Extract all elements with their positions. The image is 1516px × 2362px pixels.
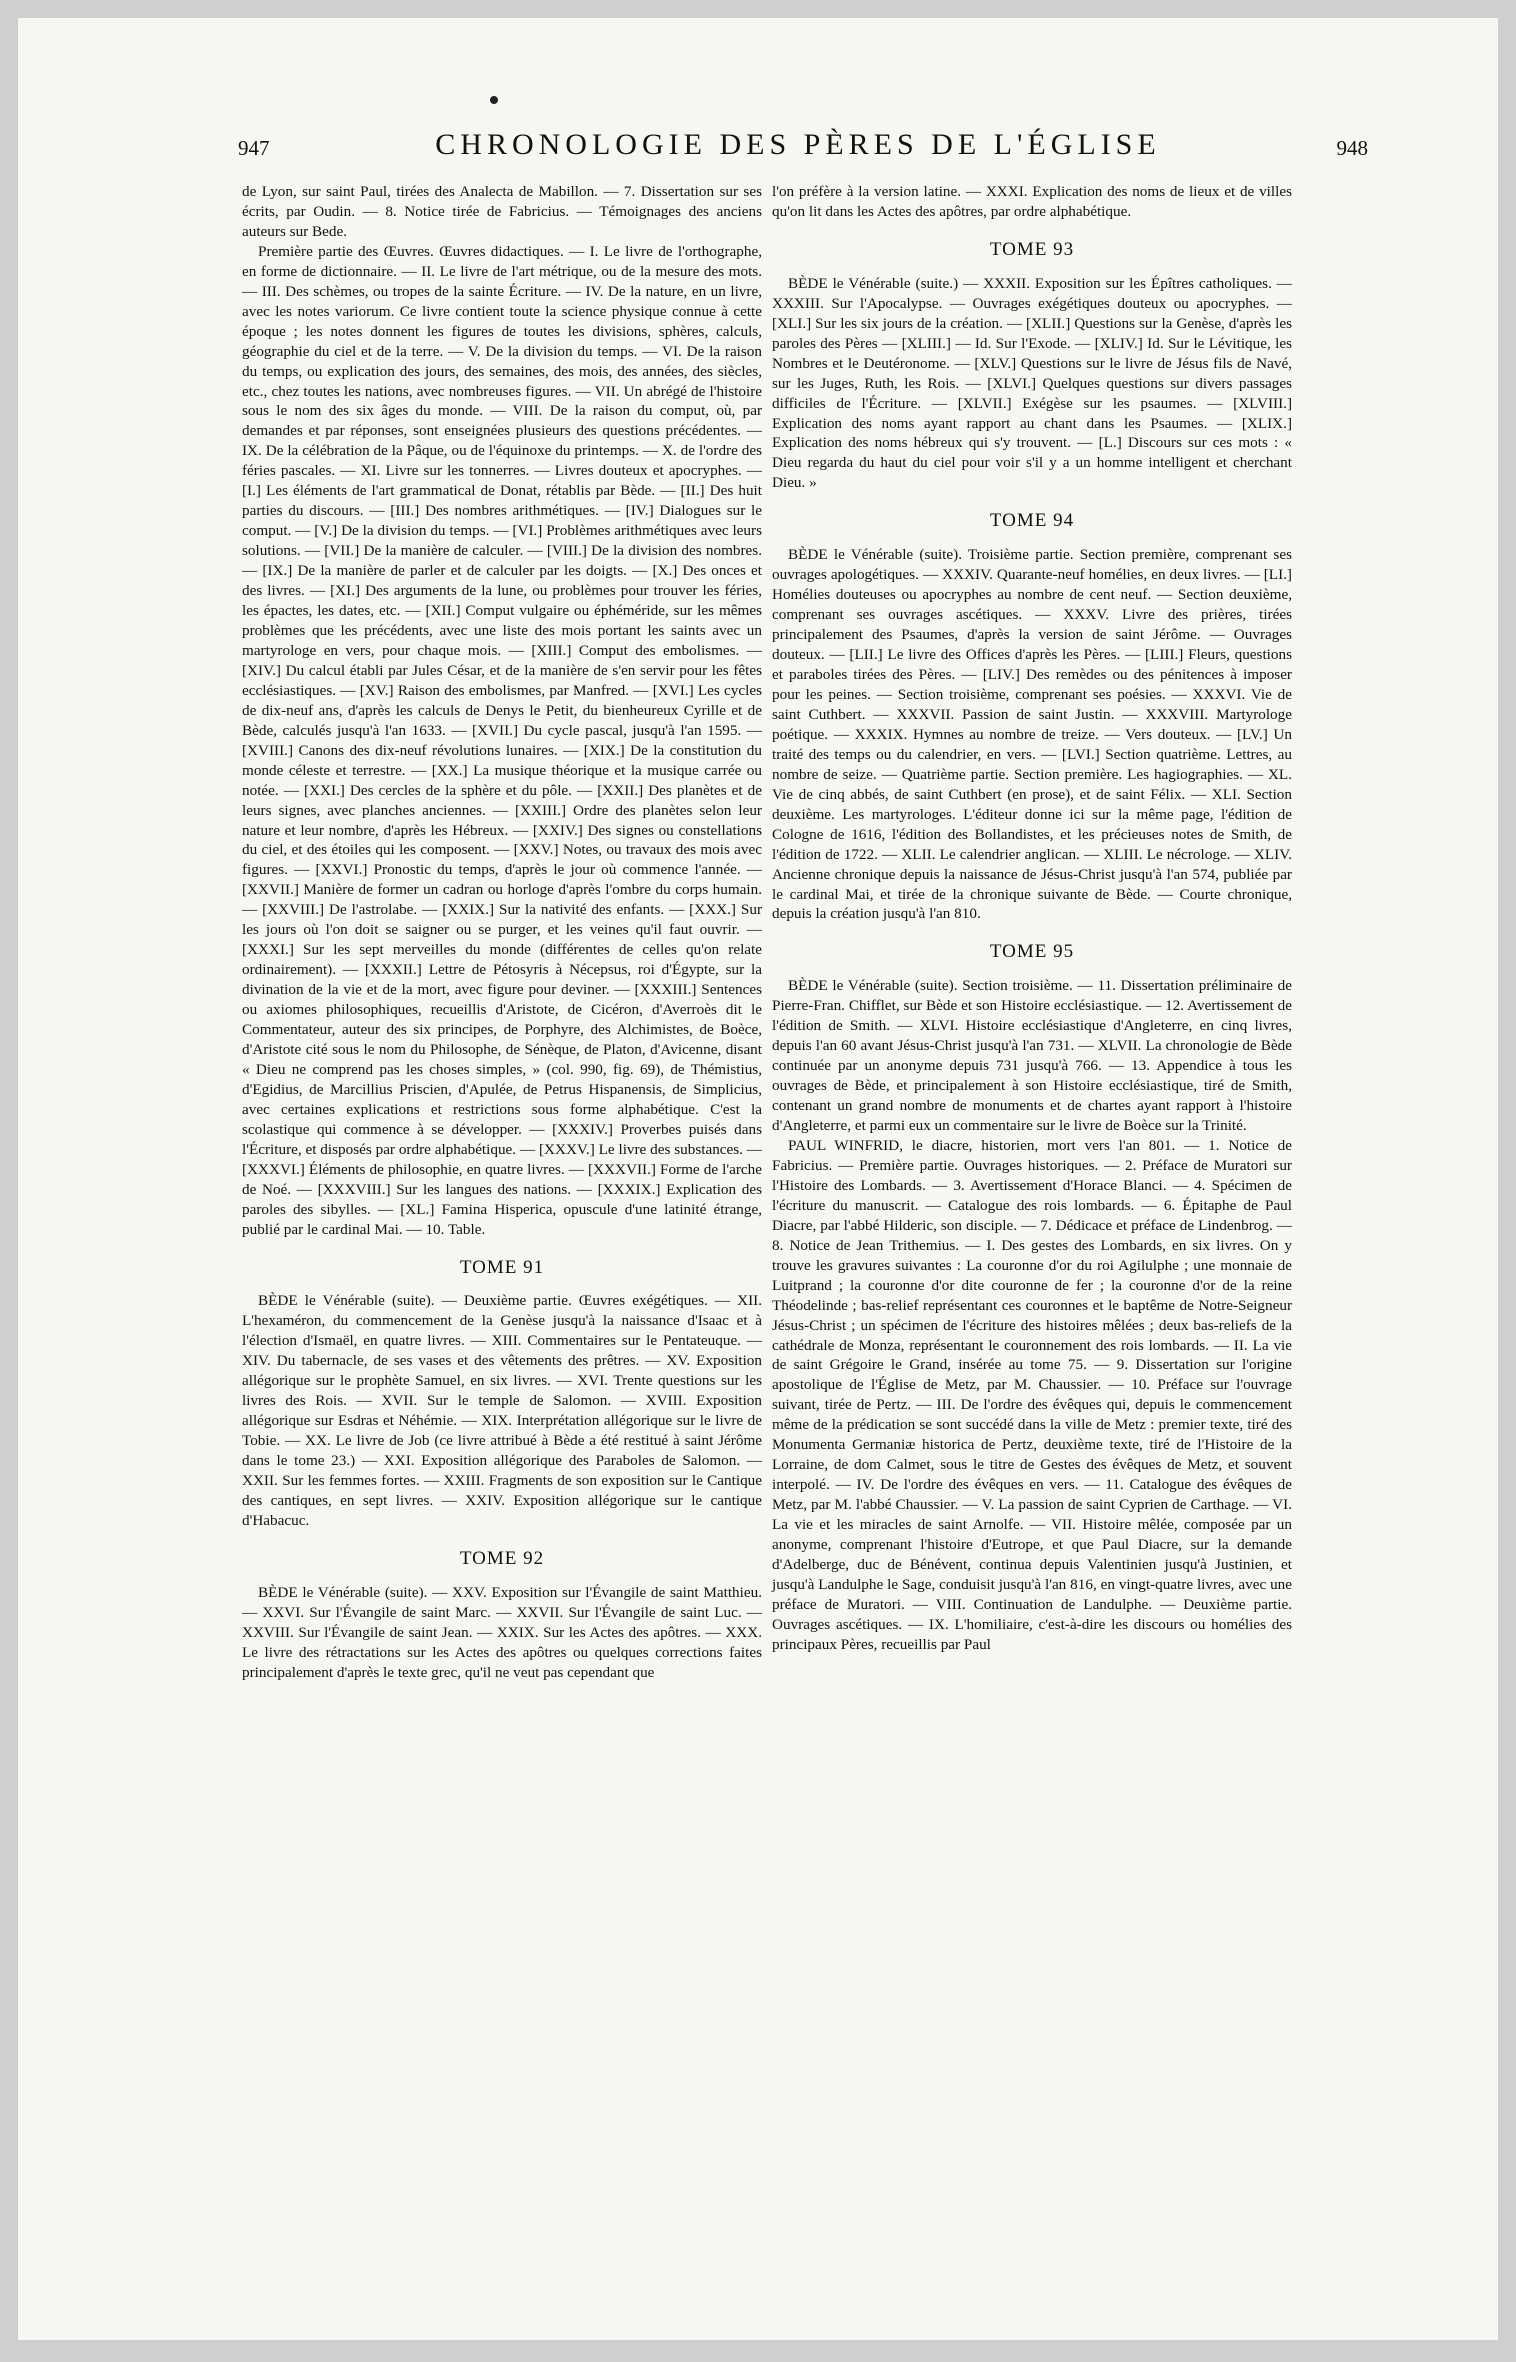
right-column — [772, 182, 1292, 1655]
running-title: CHRONOLOGIE DES PÈRES DE L'ÉGLISE — [435, 128, 1161, 161]
paragraph: BÈDE le Vénérable (suite.) — XXXII. Exposition sur les Épîtres catholiques. — XXXIII. Sur l'Apocalypse. — Ouvrages exégétiques douteux ou apocryphes. — [XLI.] Sur les six jours de la création. — [XLII.] Questions sur la Genèse, d'après les paroles des Pères — [XLIII.] — Id. Sur l'Exode. — [XLIV.] Id. Sur le Lévitique, les Nombres et le Deutéronome. — [XLV.] Questions sur le livre de Jésus fils de Navé, sur les Juges, Ruth, les Rois. — [XLVI.] Quelques questions sur divers passages difficiles de l'Écriture. — [XLVII.] Exégèse sur les psaumes. — [XLVIII.] Explication des noms ayant rapport au chant dans les Psaumes. — [XLIX.] Explication des noms hébreux qui s'y trouvent. — [L.] Discours sur ces mots : « Dieu regarda du haut du ciel pour voir s'il y a un homme intelligent et cherchant Dieu. » — [772, 274, 1292, 492]
scan-border-top — [0, 0, 1516, 18]
page-number-left: 947 — [238, 136, 270, 160]
paragraph: l'on préfère à la version latine. — XXXI. Explication des noms de lieux et de villes qu'on lit dans les Actes des apôtres, par ordre alphabétique. — [772, 183, 1292, 220]
paragraph: BÈDE le Vénérable (suite). — XXV. Exposition sur l'Évangile de saint Matthieu. — XXVI. Sur l'Évangile de saint Marc. — XXVII. Sur l'Évangile de saint Luc. — XXVIII. Sur l'Évangile de saint Jean. — XXIX. Sur les Actes des apôtres. — XXX. Le livre des rétractations sur les Actes des apôtres ou quelques corrections faites principalement d'après le texte grec, qu'il ne veut pas cependant que — [242, 1583, 762, 1681]
page-number-right: 948 — [1336, 136, 1368, 160]
paragraph: BÈDE le Vénérable (suite). — Deuxième partie. Œuvres exégétiques. — XII. L'hexaméron, du commencement de la Genèse jusqu'à la naissance d'Isaac et à l'élection d'Ismaël, en quatre livres. — XIII. Commentaires sur le Pentateuque. — XIV. Du tabernacle, de ses vases et des vêtements des prêtres. — XV. Exposition allégorique sur le prophète Samuel, en six livres. — XVI. Trente questions sur les livres des Rois. — XVII. Sur le temple de Salomon. — XVIII. Exposition allégorique sur Esdras et Néhémie. — XIX. Interprétation allégorique sur le livre de Tobie. — XX. Le livre de Job (ce livre attribué à Bède a été restitué à saint Jérôme dans le tome 23.) — XXI. Exposition allégorique des Paraboles de Salomon. — XXII. Sur les femmes fortes. — XXIII. Fragments de son exposition sur le Cantique des cantiques, en sept livres. — XXIV. Exposition allégorique sur le cantique d'Habacuc. — [242, 1292, 762, 1529]
scan-border-left — [0, 0, 18, 2362]
scan-border-right — [1498, 0, 1516, 2362]
paragraph: Première partie des Œuvres. Œuvres didactiques. — I. Le livre de l'orthographe, en forme de dictionnaire. — II. Le livre de l'art métrique, ou de la mesure des mots. — III. Des schèmes, ou tropes de la sainte Écriture. — IV. De la nature, en un livre, avec les notes variorum. Ce livre contient toute la science physique connue à cette époque ; les notes donnent les figures de toutes les divisions, sphères, calculs, géographie du ciel et de la terre. — V. De la division du temps. — VI. De la raison du temps, ou explication des jours, des semaines, des mois, des années, des siècles, etc., chez toutes les nations, avec nombreuses figures. — VII. Un abrégé de l'histoire sous le nom des six âges du monde. — VIII. De la raison du comput, où, par demandes et par réponses, sont enseignées plusieurs des questions précédentes. — IX. De la célébration de la Pâque, ou de l'équinoxe du printemps. — X. de l'ordre des féries pascales. — XI. Livre sur les tonnerres. — Livres douteux et apocryphes. — [I.] Les éléments de l'art grammatical de Donat, rétablis par Bède. — [II.] Des huit parties du discours. — [III.] Des nombres arithmétiques. — [IV.] Dialogues sur le comput. — [V.] De la division du temps. — [VI.] Problèmes arithmétiques avec leurs solutions. — [VII.] De la manière de calculer. — [VIII.] De la division des nombres. — [IX.] De la manière de parler et de calculer par les doigts. — [X.] Des onces et des livres. — [XI.] Des arguments de la lune, ou problèmes pour trouver les féries, les épactes, les dates, etc. — [XII.] Comput vulgaire ou éphéméride, sur les mêmes problèmes que les précédents, avec une liste des mois portant les saints avec un martyrologe en vers, pour chaque mois. — [XIII.] Comput des embolismes. — [XIV.] Du calcul établi par Jules César, et de la manière de s'en servir pour les fêtes ecclésiastiques. — [XV.] Raison des embolismes, par Manfred. — [XVI.] Les cycles de dix-neuf ans, d'après les calculs de Denys le Petit, du bienheureux Cyrille et de Bède, calculés jusqu'à l'an 1633. — [XVII.] Du cycle pascal, jusqu'à l'an 1595. — [XVIII.] Canons des dix-neuf révolutions lunaires. — [XIX.] De la constitution du monde céleste et terrestre. — [XX.] La musique théorique et la musique carrée ou notée. — [XXI.] Des cercles de la sphère et du pôle. — [XXII.] Des planètes et de leurs signes, avec planches anciennes. — [XXIII.] Ordre des planètes selon leur nature et leur nombre, d'après les Hébreux. — [XXIV.] Des signes ou constellations du ciel, et des étoiles qui les composent. — [XXV.] Notes, ou travaux des mois avec figures. — [XXVI.] Pronostic du temps, d'après le jour où commence l'année. — [XXVII.] Manière de former un cadran ou horloge d'après l'ombre du corps humain. — [XXVIII.] De l'astrolabe. — [XXIX.] Sur la nativité des enfants. — [XXX.] Sur les jours où l'on doit se saigner ou se purger, et les veines qu'il faut ouvrir. — [XXXI.] Sur les sept merveilles du monde (différentes de celles qu'on relate ordinairement). — [XXXII.] Lettre de Pétosyris à Nécepsus, roi d'Égypte, sur la divination de la vie et de la mort, avec figure pour deviner. — [XXXIII.] Sentences ou axiomes philosophiques, recueillis d'Aristote, de Cicéron, d'Averroès dit le Commentateur, auteur des six principes, de Porphyre, des Alchimistes, de Boèce, d'Aristote cité sous le nom du Philosophe, de Sénèque, de Platon, d'Avicenne, disant « Dieu ne comprend pas les choses simples, » (col. 990, fig. 69), de Thémistius, d'Egidius, de Marcillius Priscien, d'Apulée, de Petrus Hispanensis, de Simplicius, avec certaines explications et restrictions sous forme alphabétique. C'est la scolastique qui commence à se développer. — [XXXIV.] Proverbes puisés dans l'Écriture, et disposés par ordre alphabétique. — [XXXV.] Le livre des substances. — [XXXVI.] Éléments de philosophie, en quatre livres. — [XXXVII.] Forme de l'arche de Noé. — [XXXVIII.] Sur les langues des nations. — [XXXIX.] Explication des paroles des sibylles. — [XL.] Famina Hisperica, opuscule d'une latinité étrange, publié par le cardinal Mai. — 10. Table. — [242, 242, 762, 1238]
section-heading: TOME 92 — [459, 1547, 545, 1569]
section-heading: TOME 95 — [989, 941, 1075, 963]
section-heading: TOME 93 — [989, 238, 1075, 260]
paragraph: de Lyon, sur saint Paul, tirées des Analecta de Mabillon. — 7. Dissertation sur ses écrits, par Oudin. — 8. Notice tirée de Fabricius. — Témoignages des anciens auteurs sur Bede. — [242, 183, 762, 240]
paragraph: PAUL WINFRID, le diacre, historien, mort vers l'an 801. — 1. Notice de Fabricius. — Première partie. Ouvrages historiques. — 2. Préface de Muratori sur l'Histoire des Lombards. — 3. Avertissement d'Horace Blanci. — 4. Spécimen de l'écriture du manuscrit. — Catalogue des rois lombards. — 6. Épitaphe de Paul Diacre, par l'abbé Hilderic, son disciple. — 7. Dédicace et préface de Lindenbrog. — 8. Notice de Jean Trithemius. — I. Des gestes des Lombards, en six livres. On y trouve les gravures suivantes : La couronne d'or du roi Agilulphe ; une monnaie de Luitprand ; la couronne d'or dite couronne de fer ; la couronne d'or de la reine Théodelinde ; bas-relief représentant ces couronnes et le baptême de Notre-Seigneur Jésus-Christ ; un spécimen de l'écriture des histoires mêlées ; deux bas-reliefs de la cathédrale de Monza, représentant le couronnement des rois lombards. — II. La vie de saint Grégoire le Grand, insérée au tome 75. — 9. Dissertation sur l'origine apostolique de l'Église de Metz, par M. Chaussier. — 10. Préface sur l'ouvrage suivant, tirée de Pertz. — III. De l'ordre des évêques qui, depuis le commencement même de la prédication se sont succédé dans la ville de Metz : premier texte, tiré des Monumenta Germaniæ historica de Pertz, deuxième texte, tiré de l'Histoire de la Lorraine, de dom Calmet, sous le titre de Gestes des évêques de Metz, et souvent interpolé. — IV. De l'ordre des évêques en vers. — 11. Catalogue des évêques de Metz, par M. l'abbé Chaussier. — V. La passion de saint Cyprien de Carthage. — VI. La vie et les miracles de saint Arnolfe. — VII. Histoire mêlée, composée par un anonyme, comprenant l'histoire d'Eutrope, et que Paul Diacre, sur la demande d'Adelberge, duc de Bénévent, continua depuis Valentinien jusqu'à Justinien, et jusqu'à Landulphe le Sage, conduisit jusqu'à l'an 816, en vingt-quatre livres, avec une préface de Muratori. — VIII. Continuation de Landulphe. — Deuxième partie. Ouvrages ascétiques. — IX. L'homiliaire, c'est-à-dire les discours ou homélies des principaux Pères, recueillis par Paul — [772, 1136, 1292, 1653]
page-header — [228, 128, 1368, 172]
scan-border-bottom — [0, 2340, 1516, 2362]
paragraph: BÈDE le Vénérable (suite). Troisième partie. Section première, comprenant ses ouvrages apologétiques. — XXXIV. Quarante-neuf homélies, en deux livres. — [LI.] Homélies douteuses ou apocryphes au nombre de cent neuf. — Section deuxième, comprenant ses ouvrages ascétiques. — XXXV. Livre des prières, tirées principalement des Psaumes, d'après la version de saint Jérôme. — Ouvrages douteux. — [LII.] Le livre des Offices d'après les Pères. — [LIII.] Fleurs, questions et paraboles tirées des Pères. — [LIV.] Des remèdes ou des pénitences à imposer pour les peines. — Section troisième, comprenant ses poésies. — XXXVI. Vie de saint Cuthbert. — XXXVII. Passion de saint Justin. — XXXVIII. Martyrologe poétique. — XXXIX. Hymnes au nombre de treize. — Vers douteux. — [LV.] Un traité des temps ou du calendrier, en vers. — [LVI.] Section quatrième. Lettres, au nombre de seize. — Quatrième partie. Section première. Les hagiographies. — XL. Vie de cinq abbés, de saint Cuthbert (en prose), et de saint Félix. — XLI. Section deuxième. Les martyrologes. L'éditeur donne ici sur la même page, l'édition de Cologne de 1616, l'édition des Bollandistes, et les précieuses notes de Smith, de l'édition de 1722. — XLII. Le calendrier anglican. — XLIII. Le nécrologe. — XLIV. Ancienne chronique depuis la naissance de Jésus-Christ jusqu'à l'an 574, publiée par le cardinal Mai, et tirée de la chronique suivante de Bède. — Courte chronique, depuis la création jusqu'à l'an 810. — [772, 546, 1292, 923]
paragraph: BÈDE le Vénérable (suite). Section troisième. — 11. Dissertation préliminaire de Pierre-Fran. Chifflet, sur Bède et son Histoire ecclésiastique. — 12. Avertissement de l'édition de Smith. — XLVI. Histoire ecclésiastique d'Angleterre, en cinq livres, depuis l'an 60 avant Jésus-Christ jusqu'à l'an 731. — XLVII. La chronologie de Bède continuée par un anonyme depuis 731 jusqu'à 766. — 13. Appendice à tous les ouvrages de Bède, et principalement à son Histoire ecclésiastique, tiré de Smith, contenant un grand nombre de monuments et de chartes ayant rapport à l'histoire d'Angleterre, et parmi eux un commentaire sur le livre de Boèce sur la Trinité. — [772, 977, 1292, 1135]
section-heading: TOME 94 — [989, 510, 1075, 532]
section-heading: TOME 91 — [459, 1256, 545, 1278]
ink-dot — [490, 96, 498, 104]
left-column — [242, 182, 762, 1683]
